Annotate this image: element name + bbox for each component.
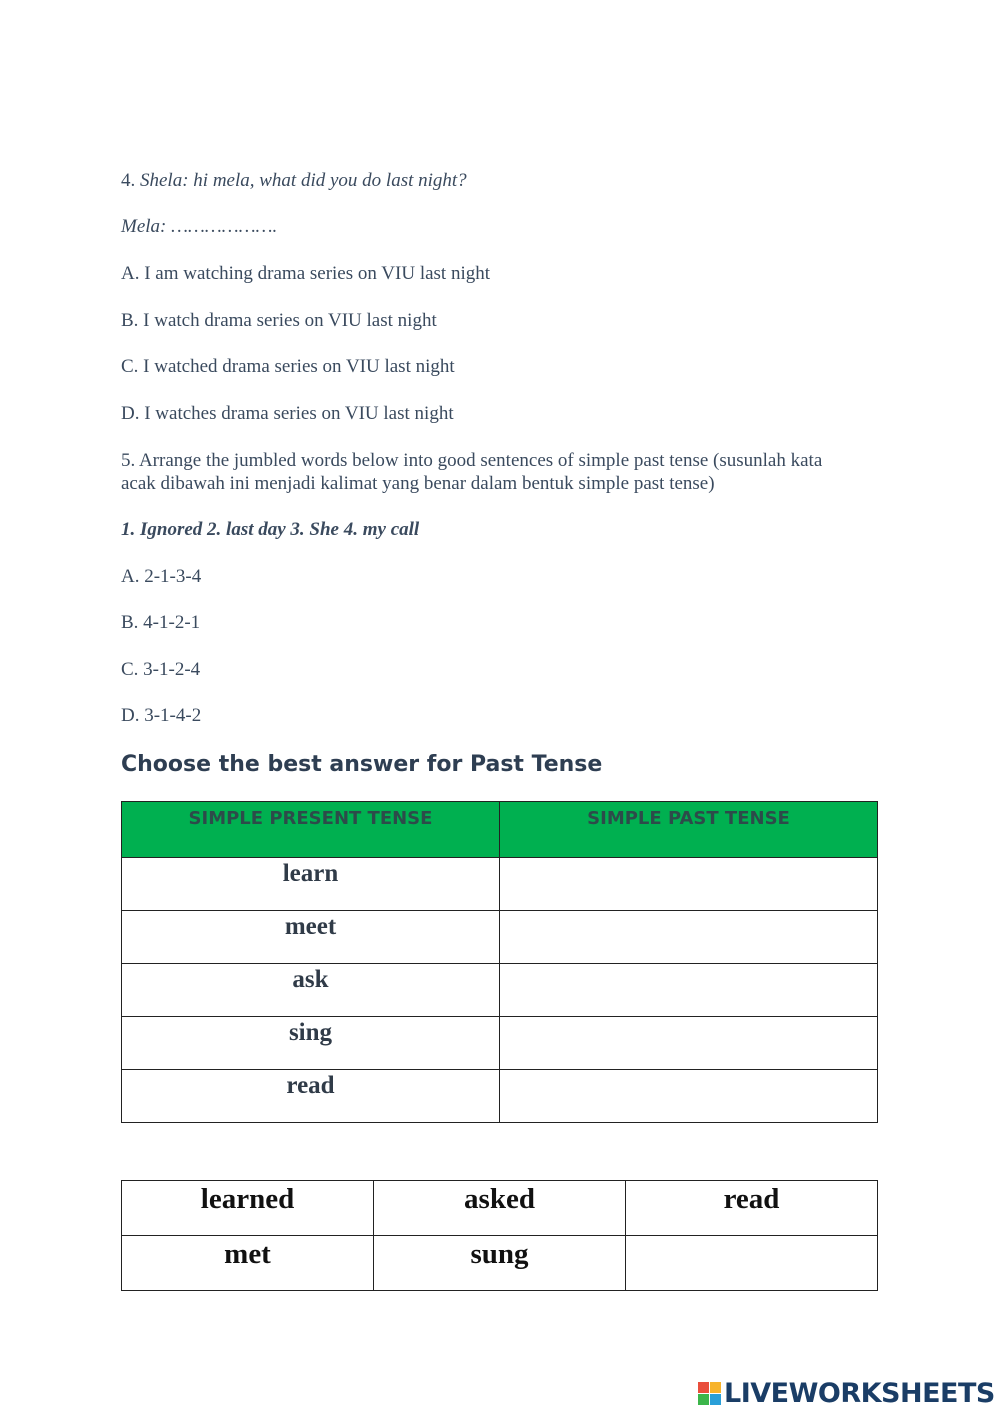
liveworksheets-icon	[698, 1382, 721, 1405]
header-present: SIMPLE PRESENT TENSE	[122, 802, 500, 858]
q4-option-b: B. I watch drama series on VIU last night	[121, 310, 437, 331]
q5-option-a: A. 2-1-3-4	[121, 566, 202, 587]
present-word: sing	[122, 1017, 500, 1070]
brand-name: LIVEWORKSHEETS	[724, 1378, 995, 1409]
q5-prompt-line1: 5. Arrange the jumbled words below into good sentences of simple past tense (susunlah kata	[121, 450, 823, 471]
word-bank-empty-cell	[626, 1236, 878, 1291]
tense-table	[121, 801, 878, 1123]
liveworksheets-logo	[698, 1378, 995, 1409]
word-bank-item[interactable]: learned	[122, 1181, 374, 1236]
q4-answer-line: Mela: ……………….	[121, 216, 278, 237]
section-heading: Choose the best answer for Past Tense	[121, 752, 603, 777]
q4-option-c: C. I watched drama series on VIU last night	[121, 356, 455, 377]
q5-option-d: D. 3-1-4-2	[121, 705, 202, 726]
present-word: read	[122, 1070, 500, 1123]
word-bank-item[interactable]: sung	[374, 1236, 626, 1291]
table-header-row	[122, 802, 878, 858]
past-answer-drop[interactable]	[500, 911, 878, 964]
word-bank-row	[122, 1236, 878, 1291]
past-answer-drop[interactable]	[500, 1017, 878, 1070]
table-row	[122, 1017, 878, 1070]
table-row	[122, 911, 878, 964]
q5-jumbled-words: 1. Ignored 2. last day 3. She 4. my call	[121, 519, 420, 540]
q4-question: 4. Shela: hi mela, what did you do last night?	[121, 170, 467, 191]
q5-option-c: C. 3-1-2-4	[121, 659, 201, 680]
table-row	[122, 1070, 878, 1123]
table-row	[122, 858, 878, 911]
header-past: SIMPLE PAST TENSE	[500, 802, 878, 858]
q4-option-d: D. I watches drama series on VIU last night	[121, 403, 454, 424]
past-answer-drop[interactable]	[500, 1070, 878, 1123]
present-word: meet	[122, 911, 500, 964]
present-word: ask	[122, 964, 500, 1017]
word-bank	[121, 1180, 878, 1291]
q5-option-b: B. 4-1-2-1	[121, 612, 201, 633]
word-bank-item[interactable]: asked	[374, 1181, 626, 1236]
q5-prompt-line2: acak dibawah ini menjadi kalimat yang benar dalam bentuk simple past tense)	[121, 473, 715, 494]
q4-option-a: A. I am watching drama series on VIU last night	[121, 263, 491, 284]
word-bank-row	[122, 1181, 878, 1236]
word-bank-item[interactable]: read	[626, 1181, 878, 1236]
table-row	[122, 964, 878, 1017]
past-answer-drop[interactable]	[500, 964, 878, 1017]
past-answer-drop[interactable]	[500, 858, 878, 911]
word-bank-item[interactable]: met	[122, 1236, 374, 1291]
present-word: learn	[122, 858, 500, 911]
